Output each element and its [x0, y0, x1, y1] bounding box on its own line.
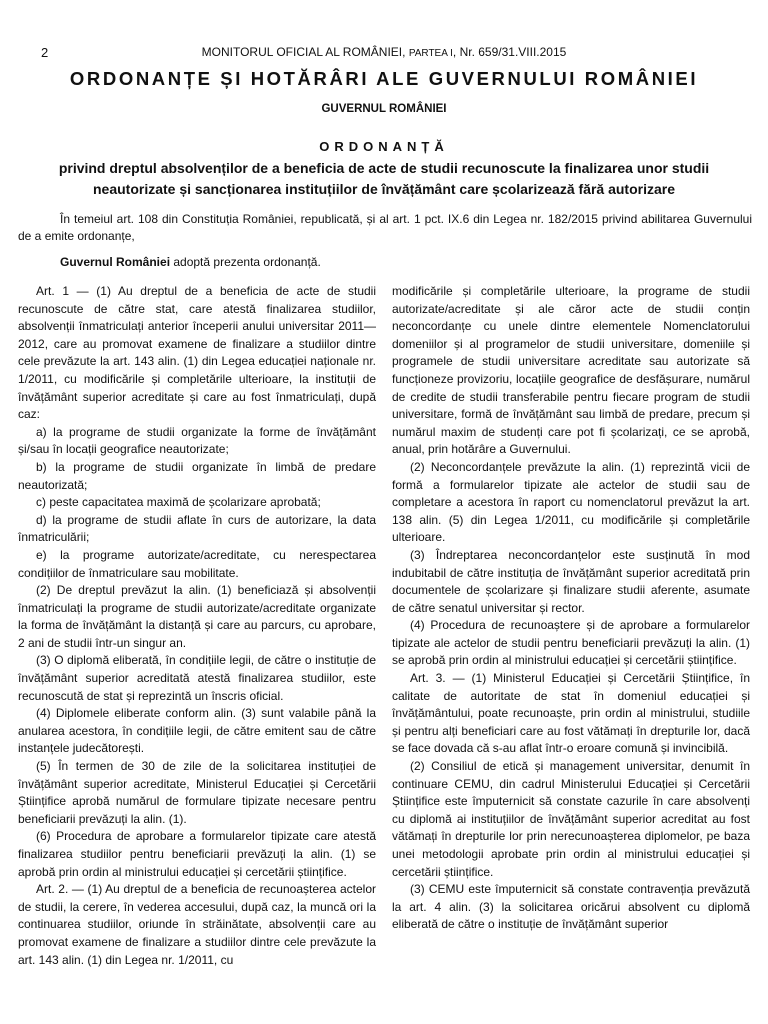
right-column: [392, 283, 750, 934]
paragraph: a) la programe de studii organizate la forme de învățământ și/sau în locații geografice neautorizate;: [18, 424, 376, 457]
paragraph: (2) Consiliul de etică și management universitar, denumit în continuare CEMU, din cadrul Ministerului Educației și Cercetării Științifice este împuternicit să constate cazurile în care absolvenți cu diplomă ai instituțiilor de învățământ superior acreditat au fost vătămați în drepturile lor prin nerecunoașterea diplomelor, pe baza unei metodologii aprobate prin ordin al ministrului educației și cercetării științifice.: [392, 759, 750, 879]
paragraph: (3) CEMU este împuternicit să constate contravenția prevăzută la art. 4 alin. (3) la solicitarea oricărui absolvent cu diplomă eliberată de către o instituție de învățământ superior: [392, 882, 750, 932]
paragraph: Art. 1 — (1) Au dreptul de a beneficia de acte de studii recunoscute de către stat, care atestă finalizarea studiilor, absolvenții înmatriculați anterior începerii anului universitar 2011—2012, care au promovat examene de finalizare a studiilor dintre cele prevăzute la art. 143 alin. (1) din Legea educației naționale nr. 1/2011, cu modificările și completările ulterioare, la instituții de învățământ superior acreditate și care au fost înmatriculați, după caz:: [18, 284, 376, 422]
adoption-text: adoptă prezenta ordonanță.: [170, 255, 321, 269]
paragraph: e) la programe autorizate/acreditate, cu nerespectarea condițiilor de înmatriculare sau mobilitate.: [18, 547, 376, 580]
intro-paragraph: În temeiul art. 108 din Constituția României, republicată, și al art. 1 pct. IX.6 din Legea nr. 182/2015 privind abilitarea Guvernului de a emite ordonanțe,: [18, 212, 752, 243]
gazette-name: MONITORUL OFICIAL AL ROMÂNIEI,: [201, 45, 409, 59]
paragraph: d) la programe de studii aflate în curs de autorizare, la data înmatriculării;: [18, 512, 376, 545]
paragraph: (6) Procedura de aprobare a formularelor tipizate care atestă finalizarea studiilor pentru beneficiarii prevăzuți la alin. (1) se aprobă prin ordin al ministrului educației și cercetării științifice.: [18, 829, 376, 879]
paragraph: b) la programe de studii organizate în limbă de predare neautorizată;: [18, 459, 376, 492]
paragraph-continued: modificările și completările ulterioare, la programe de studii autorizate/acreditate și ale căror acte de studii conțin neconcordanțe cu unele dintre elementele Nomenclatorului domeniilor și al programelor de studii universitare, domeniile și programele de studii universitare acreditate sau autorizate să funcționeze provizoriu, locațiile geografice de desfășurare, numărul de credite de studii transferabile pentru fiecare program de studii universitare, formă de învățământ sau limbă de predare, precum și numărul maxim de studenți care pot fi școlarizați, ce se aprobă, anual, prin hotărâre a Guvernului.: [392, 284, 750, 457]
paragraph: (3) O diplomă eliberată, în condițiile legii, de către o instituție de învățământ superior acreditată atestă finalizarea studiilor, este recunoscută de stat și reprezintă un înscris oficial.: [18, 653, 376, 703]
paragraph: c) peste capacitatea maximă de școlarizare aprobată;: [36, 495, 321, 510]
paragraph: (3) Îndreptarea neconcordanțelor este susținută în mod indubitabil de către instituția de învățământ superior acreditată prin documentele de școlarizare și finalizare studii aferente, asumate de către senatul universitar și rector.: [392, 547, 750, 615]
adoption-line: [60, 255, 321, 269]
gazette-part: PARTEA I: [408, 48, 453, 59]
gazette-header: [0, 45, 768, 59]
paragraph: (2) Neconcordanțele prevăzute la alin. (1) reprezintă vicii de formă a formularelor tipizate ale actelor de studii sau de completare a acestora în raport cu nomenclatorul prevăzut la art. 138 alin. (5) din Legea 1/2011, cu modificările și completările ulterioare.: [392, 459, 750, 545]
page-number: 2: [41, 45, 49, 60]
paragraph: (5) În termen de 30 de zile de la solicitarea instituției de învățământ superior acreditate, Ministerul Educației și Cercetării Științifice aprobă numărul de formulare tipizate necesare pentru beneficiarii prevăzuți la alin. (1).: [18, 759, 376, 826]
left-column: [18, 283, 376, 969]
document-type: ORDONANȚĂ: [319, 139, 449, 154]
paragraph: (4) Procedura de recunoaștere și de aprobare a formularelor tipizate ale actelor de studii pentru beneficiarii prevăzuți la alin. (1) se aprobă prin ordin al ministrului educației și cercetării științifice.: [392, 618, 750, 668]
adoption-subject: Guvernul României: [60, 255, 171, 269]
paragraph: (4) Diplomele eliberate conform alin. (3) sunt valabile până la anularea acestora, în condițiile legii, de către emitent sau de către instanțele judecătorești.: [18, 706, 376, 756]
section-title: ORDONANȚE ȘI HOTĂRÂRI ALE GUVERNULUI ROMÂNIEI: [69, 68, 699, 89]
paragraph: Art. 2. — (1) Au dreptul de a beneficia de recunoașterea actelor de studii, la cerere, în vederea accesului, după caz, la muncă ori la continuarea studiilor, oriunde în străinătate, absolvenții care au promovat examene de finalizare a studiilor dintre cele prevăzute la art. 143 alin. (1) din Legea nr. 1/2011, cu: [18, 882, 376, 967]
paragraph: Art. 3. — (1) Ministerul Educației și Cercetării Științifice, în calitate de autoritate de stat în domeniul educației și învățământului, poate recunoaște, prin ordin al ministrului, studiile și pentru alți beneficiari care au fost vătămați în drepturile lor, dacă se face dovada că s-au aflat într-o eroare comună și invincibilă.: [392, 671, 750, 756]
document-subject: privind dreptul absolvenților de a beneficia de acte de studii recunoscute la finalizarea unor studii neautorizate și sancționarea instituțiilor de învățământ care școlarizează fără autorizare: [58, 160, 710, 197]
gazette-issue: , Nr. 659/31.VIII.2015: [452, 45, 567, 59]
paragraph: (2) De dreptul prevăzut la alin. (1) beneficiază și absolvenții înmatriculați la programe de studii autorizate/acreditate organizate la forma de învățământ la distanță și care au parcurs, cu aprobare, 2 ani de studii într-un singur an.: [18, 583, 376, 650]
issuer: GUVERNUL ROMÂNIEI: [321, 103, 447, 115]
